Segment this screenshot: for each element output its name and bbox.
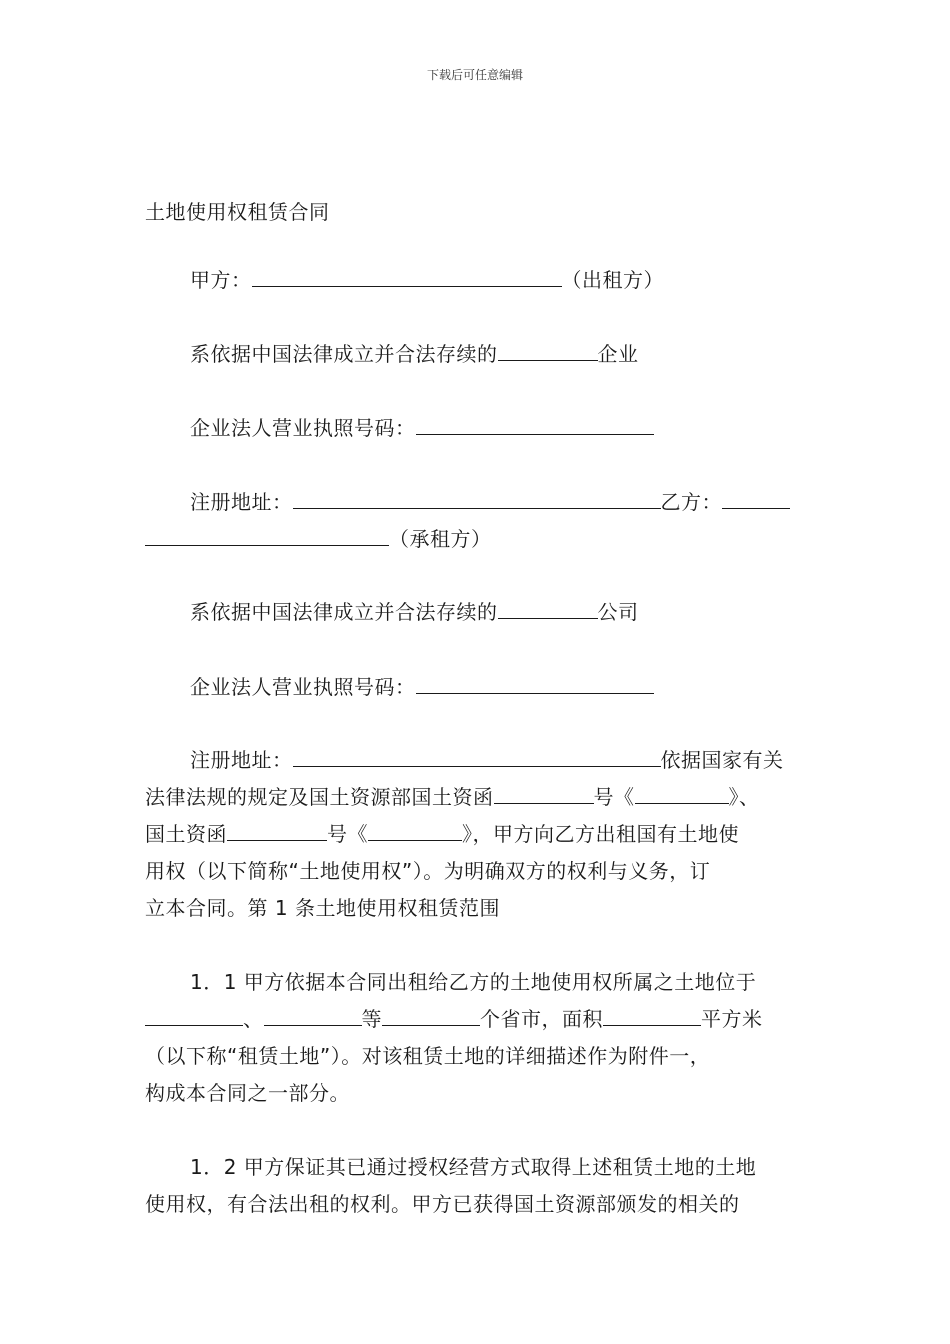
party-a-line xyxy=(190,268,664,292)
location-blank[interactable] xyxy=(264,1007,362,1026)
party-b-label: 乙方： xyxy=(660,490,722,514)
party-a-license-line xyxy=(190,416,654,440)
page-header-note: 下载后可任意编辑 xyxy=(426,68,523,82)
party-b-entity-line xyxy=(190,600,639,624)
entity-suffix: 企业 xyxy=(597,342,639,366)
body-text: 国土资函 xyxy=(145,822,227,846)
body-text: 》、 xyxy=(728,785,760,809)
body-text: （以下称“租赁土地”）。对该租赁土地的详细描述作为附件一， xyxy=(145,1044,711,1068)
document-name-blank[interactable] xyxy=(635,785,729,804)
address-label: 注册地址： xyxy=(190,490,293,514)
body-text: 1．2 甲方保证其已通过授权经营方式取得上述租赁土地的土地 xyxy=(190,1155,757,1179)
entity-statement: 系依据中国法律成立并合法存续的 xyxy=(190,342,498,366)
body-text: 》，甲方向乙方出租国有土地使 xyxy=(462,822,739,846)
document-number-blank[interactable] xyxy=(494,785,594,804)
party-a-license-blank[interactable] xyxy=(416,416,654,435)
body-text: 法律法规的规定及国土资源部国土资函 xyxy=(145,785,494,809)
entity-statement: 系依据中国法律成立并合法存续的 xyxy=(190,600,498,624)
party-b-name-continuation-line xyxy=(145,527,492,551)
document-name-blank[interactable] xyxy=(368,822,462,841)
location-blank[interactable] xyxy=(145,1007,243,1026)
body-text: 号《 xyxy=(327,822,368,846)
body-text: 号《 xyxy=(593,785,635,809)
party-b-name-blank-end[interactable] xyxy=(145,527,389,546)
party-a-name-blank[interactable] xyxy=(252,268,562,287)
entity-suffix: 公司 xyxy=(597,600,639,624)
lessee-note: （承租方） xyxy=(389,527,492,551)
party-a-entity-type-blank[interactable] xyxy=(498,342,598,361)
body-text: 依据国家有关 xyxy=(660,748,784,772)
body-line xyxy=(145,896,500,920)
lessor-note: （出租方） xyxy=(561,268,664,292)
party-a-label: 甲方： xyxy=(190,268,252,292)
body-text: 、 xyxy=(243,1007,264,1031)
body-line xyxy=(145,1081,350,1105)
body-line xyxy=(145,1044,710,1068)
body-text: 个省市，面积 xyxy=(480,1007,603,1031)
province-count-blank[interactable] xyxy=(382,1007,480,1026)
party-a-address-blank[interactable] xyxy=(293,490,661,509)
clause-1-1-line xyxy=(190,970,756,994)
address-label: 注册地址： xyxy=(190,748,293,772)
license-label: 企业法人营业执照号码： xyxy=(190,416,416,440)
party-a-entity-line xyxy=(190,342,639,366)
body-line xyxy=(145,1007,763,1031)
party-b-address-blank[interactable] xyxy=(293,748,661,767)
body-text: 使用权，有合法出租的权利。甲方已获得国土资源部颁发的相关的 xyxy=(145,1192,740,1216)
party-b-license-blank[interactable] xyxy=(416,675,654,694)
party-b-license-line xyxy=(190,675,654,699)
area-blank[interactable] xyxy=(603,1007,701,1026)
body-line xyxy=(145,859,710,883)
body-text: 1．1 甲方依据本合同出租给乙方的土地使用权所属之土地位于 xyxy=(190,970,757,994)
party-b-address-line xyxy=(190,748,784,772)
body-line xyxy=(145,822,739,846)
party-b-name-blank-start[interactable] xyxy=(722,490,790,509)
body-text: 平方米 xyxy=(701,1007,763,1031)
body-line xyxy=(145,785,760,809)
body-text: 构成本合同之一部分。 xyxy=(145,1081,350,1105)
party-a-address-line xyxy=(190,490,790,514)
body-line xyxy=(145,1192,740,1216)
license-label: 企业法人营业执照号码： xyxy=(190,675,416,699)
party-b-entity-type-blank[interactable] xyxy=(498,600,598,619)
body-text: 用权（以下简称“土地使用权”）。为明确双方的权利与义务，订 xyxy=(145,859,711,883)
body-text: 等 xyxy=(361,1007,382,1031)
clause-1-2-line xyxy=(190,1155,756,1179)
document-title: 土地使用权租赁合同 xyxy=(145,200,330,224)
document-number-blank[interactable] xyxy=(227,822,327,841)
body-text: 立本合同。第 1 条土地使用权租赁范围 xyxy=(145,896,500,920)
